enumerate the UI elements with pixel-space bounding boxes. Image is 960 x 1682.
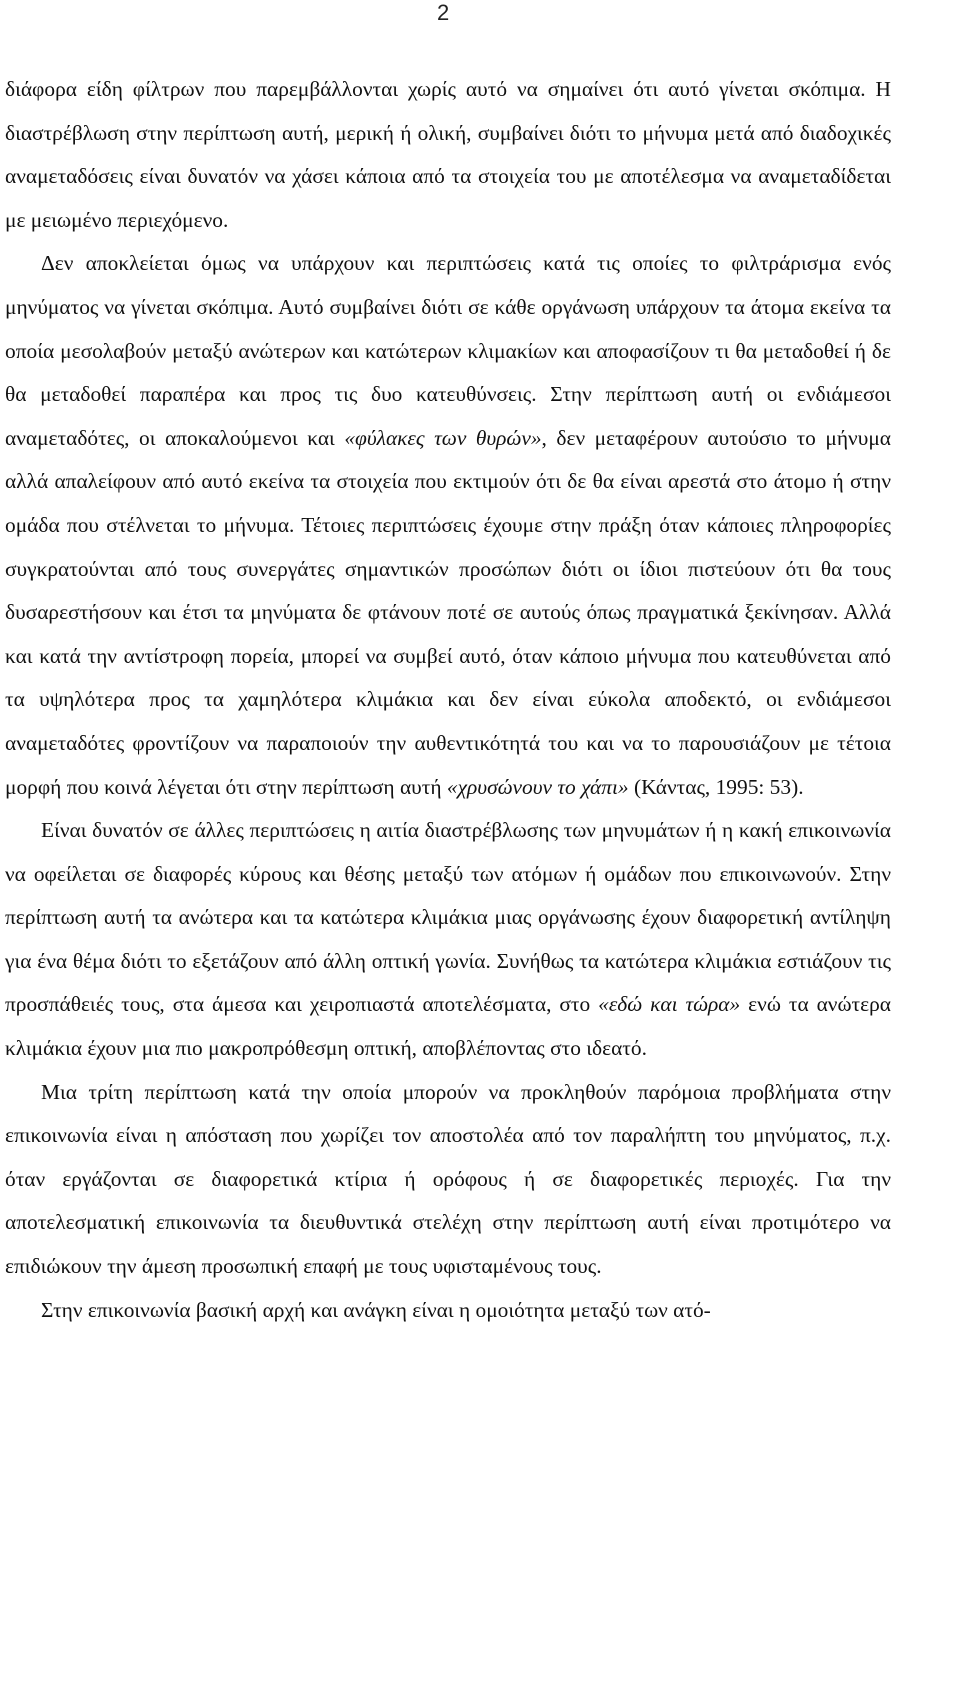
- text-segment: Είναι δυνατόν σε άλλες περιπτώσεις η αιτία διαστρέβλωσης των μηνυμάτων ή η κακή επικοινωνία να οφείλεται σε διαφορές κύρους και θέσης μεταξύ των ατόμων ή ομάδων που επικοινωνούν. Στην περίπτωση αυτή τα ανώτερα και τα κατώτερα κλιμάκια μιας οργάνωσης έχουν διαφορετική αντίληψη για ένα θέμα διότι το εξετάζουν από άλλη οπτική γωνία. Συνήθως τα κατώτερα κλιμάκια εστιάζουν τις προσπάθειές τους, στα άμεσα και χειροπιαστά αποτελέσματα, στο: [5, 818, 891, 1017]
- paragraph: [5, 809, 891, 1071]
- paragraph: [5, 1289, 891, 1333]
- text-segment: , δεν μεταφέρουν αυτούσιο το μήνυμα αλλά απαλείφουν από αυτό εκείνα τα στοιχεία που εκτιμούν ότι δε θα είναι αρεστά στο άτομο ή στην ομάδα που στέλνεται το μήνυμα. Τέτοιες περιπτώσεις έχουμε στην πράξη όταν κάποιες πληροφορίες συγκρατούνται από τους συνεργάτες σημαντικών προσώπων διότι οι ίδιοι πιστεύουν ότι θα τους δυσαρεστήσουν και έτσι τα μηνύματα δε φτάνουν ποτέ σε αυτούς όπως πραγματικά ξεκίνησαν. Αλλά και κατά την αντίστροφη πορεία, μπορεί να συμβεί αυτό, όταν κάποιο μήνυμα που κατευθύνεται από τα υψηλότερα προς τα χαμηλότερα κλιμάκια και δεν είναι εύκολα αποδεκτό, οι ενδιάμεσοι αναμεταδότες φροντίζουν να παραποιούν την αυθεντικότητά του και να το παρουσιάζουν με τέτοια μορφή που κοινά λέγεται ότι στην περίπτωση αυτή: [5, 425, 891, 799]
- italic-phrase: «χρυσώνουν το χάπι»: [446, 774, 629, 799]
- page-number: 2: [437, 0, 450, 25]
- italic-phrase: «εδώ και τώρα»: [598, 992, 741, 1017]
- text-segment: ενώ τα ανώτερα κλιμάκια έχουν μια πιο μακροπρόθεσμη οπτική, αποβλέποντας στο ιδεατό.: [5, 992, 892, 1061]
- paragraph: [5, 1071, 891, 1289]
- paragraph: [5, 68, 891, 242]
- document-body: [5, 68, 891, 1332]
- text-segment: (Κάντας, 1995: 53).: [628, 774, 804, 799]
- text-segment: Στην επικοινωνία βασική αρχή και ανάγκη είναι η ομοιότητα μεταξύ των ατό-: [41, 1297, 711, 1322]
- text-segment: διάφορα είδη φίλτρων που παρεμβάλλονται χωρίς αυτό να σημαίνει ότι αυτό γίνεται σκόπιμα. Η διαστρέβλωση στην περίπτωση αυτή, μερική ή ολική, συμβαίνει διότι το μήνυμα μετά από διαδοχικές αναμεταδόσεις είναι δυνατόν να χάσει κάποια από τα στοιχεία του με αποτέλεσμα να αναμεταδίδεται με μειωμένο περιεχόμενο.: [5, 77, 891, 232]
- italic-phrase: «φύλακες των θυρών»: [344, 425, 542, 450]
- text-segment: Μια τρίτη περίπτωση κατά την οποία μπορούν να προκληθούν παρόμοια προβλήματα στην επικοινωνία είναι η απόσταση που χωρίζει τον αποστολέα από τον παραλήπτη του μηνύματος, π.χ. όταν εργάζονται σε διαφορετικά κτίρια ή ορόφους ή σε διαφορετικές περιοχές. Για την αποτελεσματική επικοινωνία τα διευθυντικά στελέχη στην περίπτωση αυτή είναι προτιμότερο να επιδιώκουν την άμεση προσωπική επαφή με τους υφισταμένους τους.: [5, 1079, 891, 1279]
- paragraph: [5, 242, 891, 809]
- text-segment: Δεν αποκλείεται όμως να υπάρχουν και περιπτώσεις κατά τις οποίες το φιλτράρισμα ενός μηνύματος να γίνεται σκόπιμα. Αυτό συμβαίνει διότι σε κάθε οργάνωση υπάρχουν τα άτομα εκείνα τα οποία μεσολαβούν μεταξύ ανώτερων και κατώτερων κλιμακίων και αποφασίζουν τι θα μεταδοθεί ή δε θα μεταδοθεί παραπέρα και προς τις δυο κατευθύνσεις. Στην περίπτωση αυτή οι ενδιάμεσοι αναμεταδότες, οι αποκαλούμενοι και: [5, 251, 891, 450]
